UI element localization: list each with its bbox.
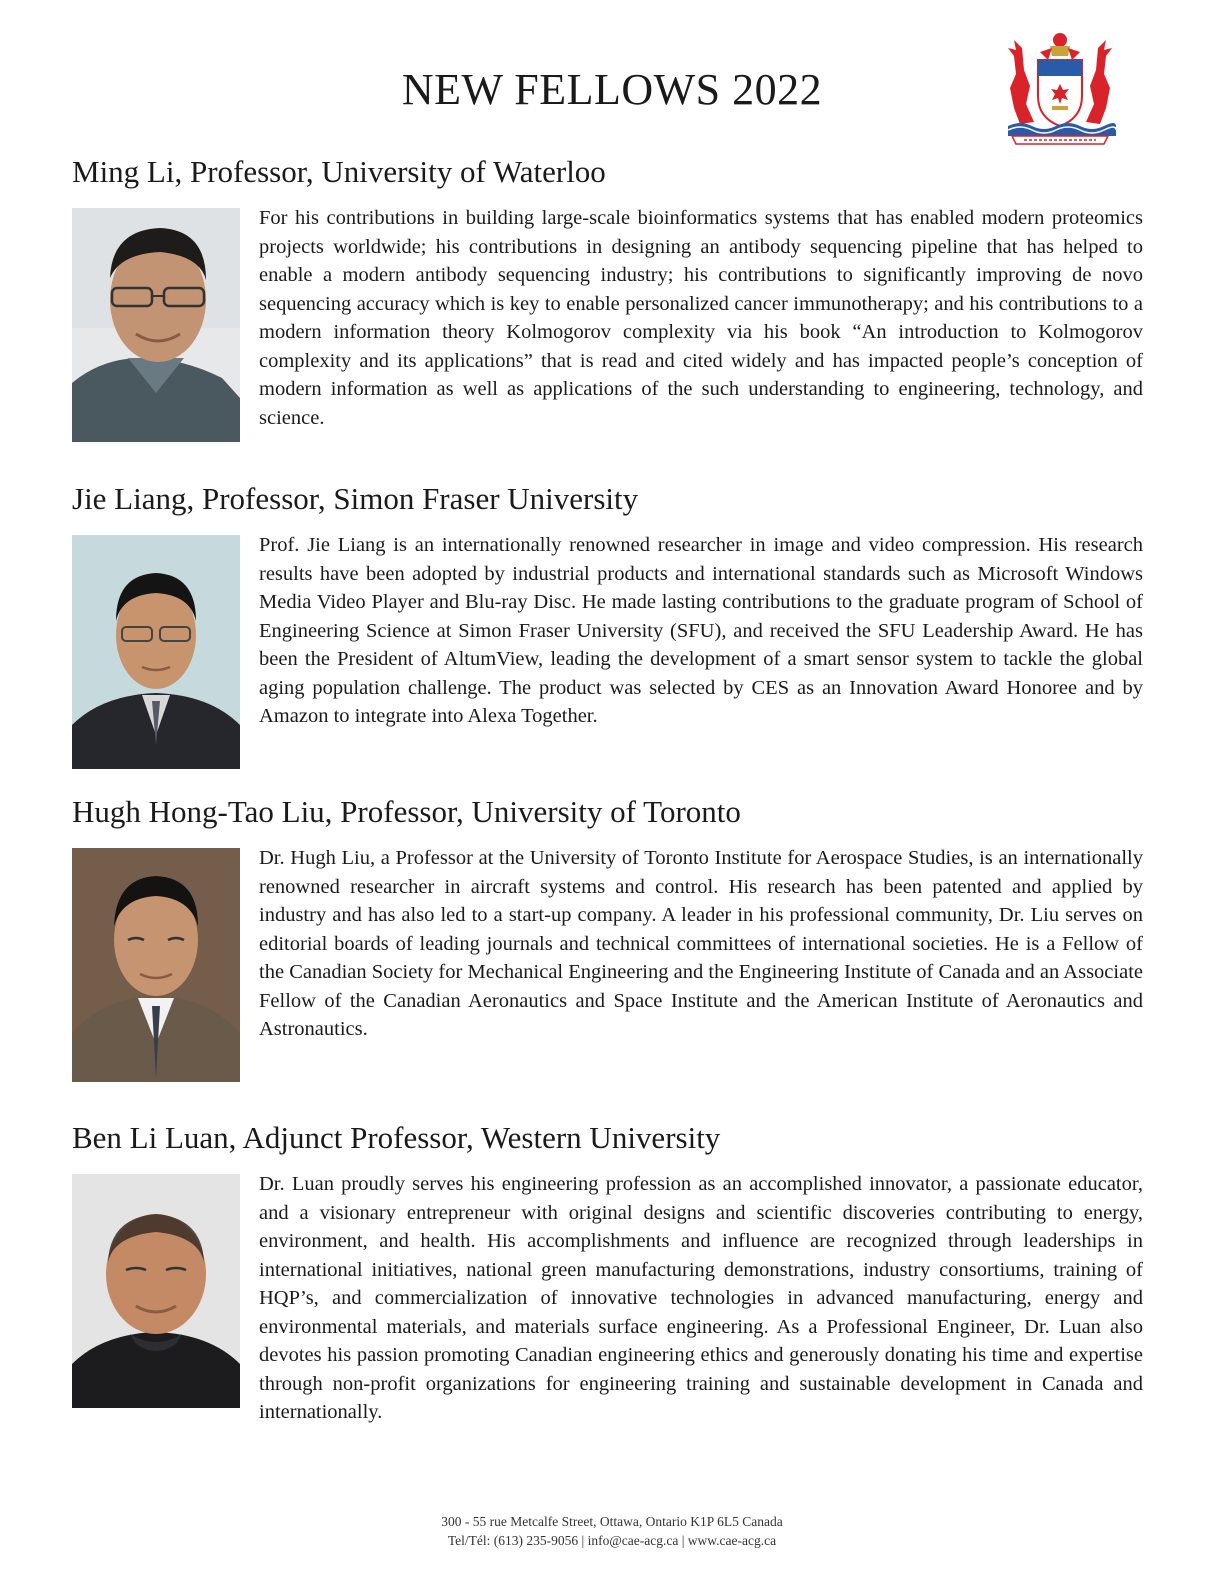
academy-crest-icon (1000, 26, 1120, 150)
fellow-portrait (72, 208, 240, 442)
fellow-bio: Prof. Jie Liang is an internationally renowned researcher in image and video compression. His research results have been adopted by industrial products and international standards such as Microsoft Windows Media Video Player and Blu-ray Disc. He made lasting contributions to the graduate program of School of Engineering Science at Simon Fraser University (SFU), and received the SFU Leadership Award. He has been the President of AltumView, leading the development of a smart sensor system to tackle the global aging population challenge. The product was selected by CES as an Innovation Award Honoree and by Amazon to integrate into Alexa Together. (259, 534, 1143, 727)
fellow-name: Jie Liang, Professor, Simon Fraser University (72, 481, 639, 516)
fellow-name: Ben Li Luan, Adjunct Professor, Western University (72, 1120, 721, 1155)
fellow-portrait (72, 1174, 240, 1408)
fellow-bio: Dr. Hugh Liu, a Professor at the University of Toronto Institute for Aerospace Studies, is an internationally renowned researcher in aircraft systems and control. His research has been patented and applied by industry and has also led to a start-up company. A leader in his professional community, Dr. Liu serves on editorial boards of leading journals and technical committees of international societies. He is a Fellow of the Canadian Society for Mechanical Engineering and the Engineering Institute of Canada and an Associate Fellow of the Canadian Aeronautics and Space Institute and the American Institute of Aeronautics and Astronautics. (259, 847, 1143, 1040)
fellow-entry (72, 1120, 1143, 1423)
footer-contact: Tel/Tél: (613) 235-9056 | info@cae-acg.ca | www.cae-acg.ca (447, 1533, 777, 1548)
fellow-portrait (72, 848, 240, 1082)
fellow-bio: For his contributions in building large-scale bioinformatics systems that has enabled modern proteomics projects worldwide; his contributions in designing an antibody sequencing pipeline that has helped to enable a modern antibody sequencing industry; his contributions to significantly improving de novo sequencing accuracy which is key to enable personalized cancer immunotherapy; and his contributions to a modern information theory Kolmogorov complexity via his book “An introduction to Kolmogorov complexity and its applications” that is read and cited widely and has impacted people’s conception of modern information as well as applications of the such understanding to engineering, technology, and science. (259, 207, 1143, 429)
fellow-entry (72, 481, 1143, 727)
fellow-entry (72, 154, 1143, 429)
fellow-name: Ming Li, Professor, University of Waterloo (72, 154, 606, 189)
footer-address: 300 - 55 rue Metcalfe Street, Ottawa, Ontario K1P 6L5 Canada (441, 1514, 783, 1529)
page-footer (0, 1512, 1224, 1550)
page-title: NEW FELLOWS 2022 (401, 65, 823, 114)
fellow-portrait (72, 535, 240, 769)
fellow-entry (72, 794, 1143, 1040)
fellow-name: Hugh Hong-Tao Liu, Professor, University of Toronto (72, 794, 741, 829)
fellow-bio: Dr. Luan proudly serves his engineering profession as an accomplished innovator, a passionate educator, and a visionary entrepreneur with original designs and scientific discoveries contributing to energy, environment, and health. His accomplishments and influence are recognized through leaderships in international initiatives, national green manufacturing demonstrations, industry consortiums, training of HQP’s, and commercialization of innovative technologies in advanced manufacturing, energy and environmental materials, and materials surface engineering. As a Professional Engineer, Dr. Luan also devotes his passion promoting Canadian engineering ethics and generously donating his time and expertise through non-profit organizations for engineering training and sustainable development in Canada and internationally. (259, 1173, 1143, 1423)
